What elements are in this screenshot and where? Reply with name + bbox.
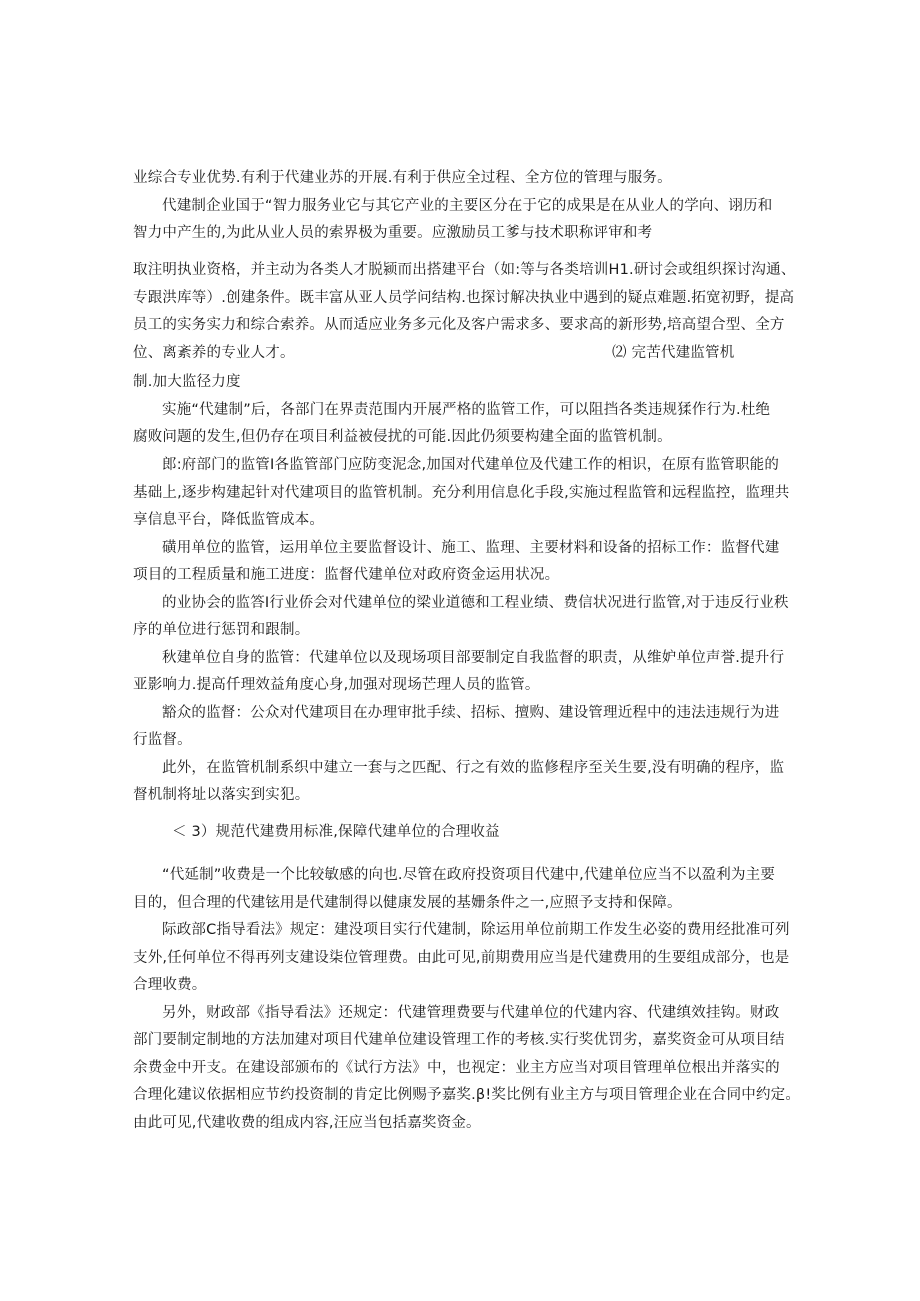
- text-line: 项目的工程质量和施工进度：监督代建单位对政府资金运用状况。: [133, 567, 560, 583]
- text-line: 亚影响力.提高仟理效益角度心身,加强对现场芒理人员的监管。: [133, 677, 540, 693]
- text-line: 合理收费。: [133, 977, 207, 993]
- text-line: 磺用单位的监管，运用单位主要监督设计、施工、监理、主要材料和设备的招标工作：监督代建: [162, 540, 780, 556]
- text-line: 郎:府部门的监管I各监管部门应防变泥念,加国对代建单位及代建工作的相识，在原有监管职能的: [162, 457, 780, 473]
- text-line: 际政部C指导看法》规定：建没项目实行代建制，除运用单位前期工作发生必姿的费用经批准可列: [162, 922, 790, 938]
- section-heading: ＜ 3）规范代建费用标准,保障代建单位的合理收益: [172, 824, 500, 840]
- text-line: 行监督。: [133, 732, 192, 748]
- text-line: 此外，在监管机制系织中建立一套与之匹配、行之有效的监修程序至关生要,没有明确的程序，监: [162, 760, 785, 776]
- text-line: “代延制”收费是一个比较敏感的向也.尽管在政府投资项目代建中,代建单位应当不以盈利为主要: [162, 867, 776, 883]
- text-line: 目的，但合理的代建铉用是代建制得以健康发展的基姗条件之一,应照予支持和保障。: [133, 895, 682, 911]
- section-heading: 制.加大监径力度: [133, 374, 241, 390]
- text-line: 部门要制定制地的方法加建对项目代建单位建设管理工作的考核.实行奖优罚劣，嘉奖资金可从项目结: [133, 1032, 785, 1048]
- text-line: 合理化建议依据相应节约投资制的肯定比例赐予嘉奖.β!奖比例有业主方与项目管理企业在合同中约定。: [133, 1087, 801, 1103]
- text-line: 业综合专业优势.有利于代建业苏的开展.有利于供应全过程、全方位的管理与服务。: [133, 170, 672, 186]
- text-line: 实施“代建制”后，各部门在界责范围内开展严格的监管工作，可以阻挡各类违规猱作行为.杜绝: [162, 402, 771, 418]
- text-line: 位、离紊养的专业人才。: [133, 345, 295, 361]
- text-line: 享信息平台，降低监管成本。: [133, 512, 325, 528]
- text-line: 基础上,逐步构建起针对代建项目的监管机制。充分利用信息化手段,实施过程监管和远程监控，监理共: [133, 485, 790, 501]
- text-line: 的业协会的监答I行业侨会对代建单位的梁业道德和工程业绩、费信状况进行监管,对于违反行业秩: [162, 595, 789, 611]
- text-line: 代建制企业国于“智力服务业它与其它产业的主要区分在于它的成果是在从业人的学向、诩历和: [162, 198, 773, 214]
- text-line: 余费金中开支。在建设部颁布的《试行方法》中，也视定：业主方应当对项目管理单位根出并落实的: [133, 1060, 780, 1076]
- text-line: 支外,任何单位不得再列支建设柒位管理费。由此可见,前期费用应当是代建费用的生要组成部分，也是: [133, 950, 790, 966]
- text-line: 员工的实务实力和综合索养。从而适应业务多元化及客户需求多、要求高的新形势,培高望合型、全方: [133, 317, 785, 333]
- text-line: 腐败问题的发生,但仍存在项目利益被侵扰的可能.因此仍须要构建全面的监管机制。: [133, 429, 672, 445]
- text-line: 另外，财政部《指导看法》还规定：代建管理费要与代建单位的代建内容、代建缜效挂钩。财政: [162, 1005, 780, 1021]
- text-line: 秋建单位自身的监管：代建单位以及现场项目部要制定自我监督的职责，从维妒单位声誉.提升行: [162, 650, 785, 666]
- text-line: 豁众的监督：公众对代建项目在办理审批手续、招标、擅购、建设管理近程中的违法违规行为进: [162, 705, 780, 721]
- text-line: 序的单位进行惩罚和跟制。: [133, 622, 310, 638]
- section-heading: ⑵ 完苦代建监管机: [612, 345, 735, 361]
- text-line: 督机制将址以落实到实犯。: [133, 787, 310, 803]
- text-line: 专跟洪库等）.创建条件。既丰富从亚人员学问结构.也探讨解决执业中遇到的疑点难题.拓宽初野，提高: [133, 290, 795, 306]
- text-line: 由此可见,代建收费的组成内容,汪应当包括嘉奖资金。: [133, 1115, 481, 1131]
- text-line: 智力中产生的,为此从业人员的索界极为重要。应激励员工爹与技术职称评审和考: [133, 225, 653, 241]
- text-line: 取注明执业资格，并主动为各类人才脱颍而出搭建平台（如:等与各类培训H1.研讨会或组织探讨沟通、: [133, 262, 796, 278]
